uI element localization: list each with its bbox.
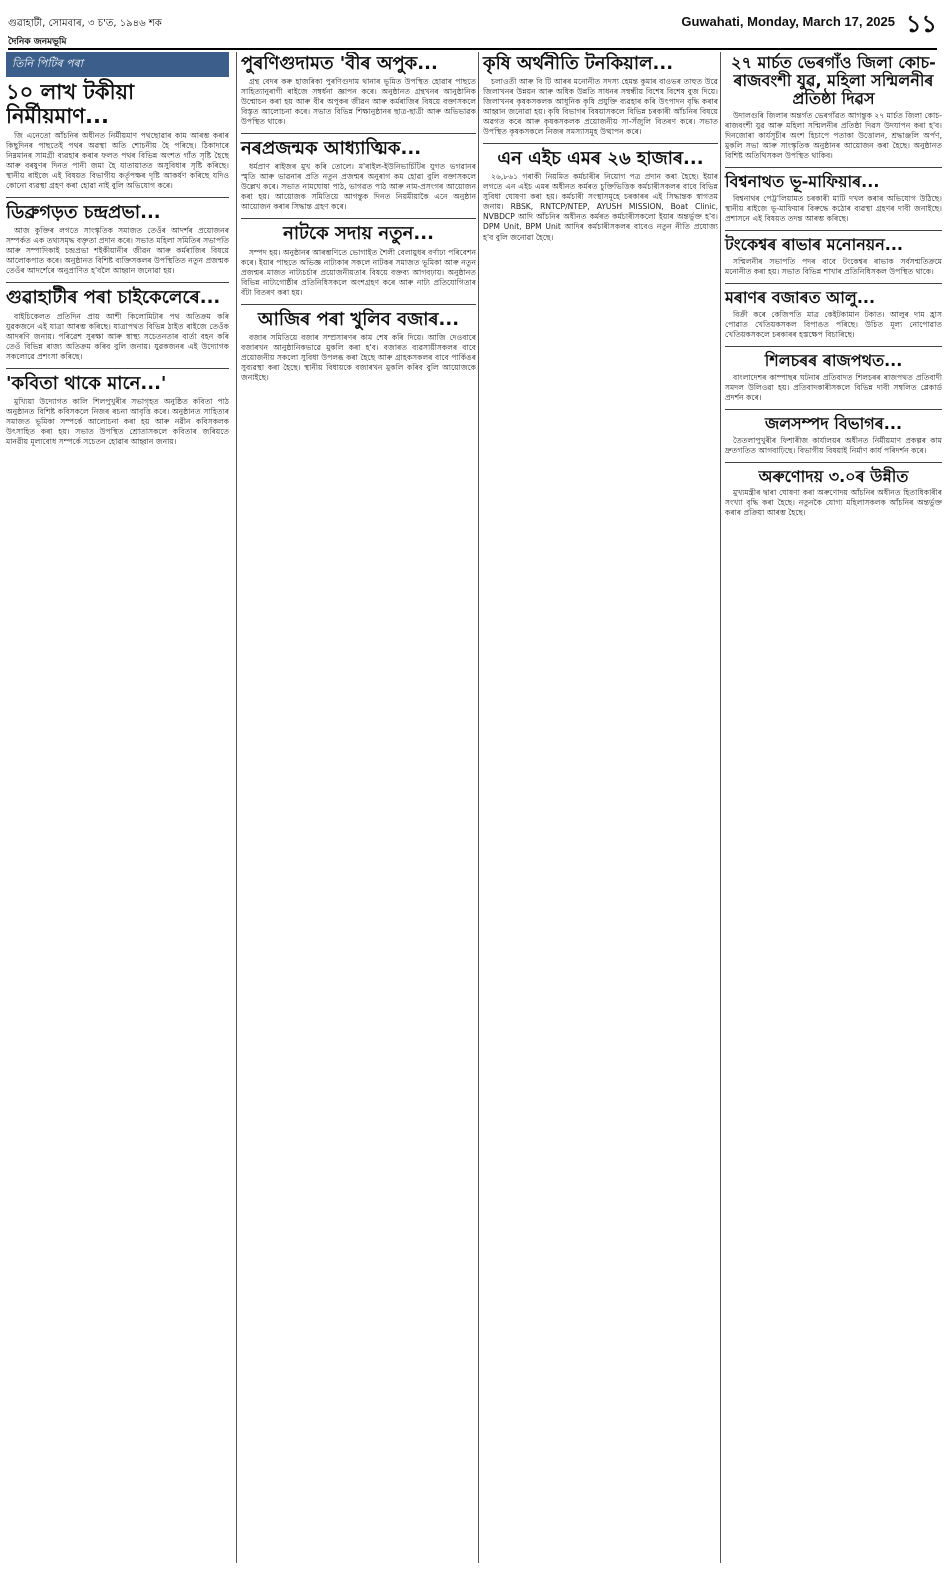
page-number: ১১: [905, 11, 937, 38]
article-body: চলাওতী আৰু বি টি আৰৰ মনোনীত সদস্য হেমন্ত কুমাৰ বাওভৰ তাহুত উৱে জিলাখনৰ উন্নয়ন আৰু অধিক উন্নতি সাধনৰ সম্বন্ধীয় বিশেষ বিশেষ বুজ দিয়ে। জিলাখনৰ কৃষকসকলক আধুনিক কৃষি প্ৰযুক্তি ব্যৱহাৰ কৰি উৎপাদন বৃদ্ধি কৰাৰ আহ্বান জনোৱা হয়। কৃষি বিভাগৰ বিষয়াসকলে বিভিন্ন চৰকাৰী আঁচনিৰ বিষয়ে অৱগত কৰে আৰু কৃষকসকলক প্ৰয়োজনীয় সা-সঁজুলি বিতৰণ কৰে। সভাত উপস্থিত কৃষকসকলে নিজৰ সমস্যাসমূহ উত্থাপন কৰে।: [483, 77, 718, 137]
article-2: [241, 139, 476, 219]
article-body: আজ কুক্তিৰ লগতে সাংস্কৃতিক সমাজত তেওঁৰ আদৰ্শৰ প্ৰয়োজনৰ সম্পৰ্কত এক তথ্যসমৃদ্ধ বক্তৃতা প্ৰদান কৰে। সভাত মহিলা সমিতিৰ সভাপতি আৰু সম্পাদিকাই চন্দ্ৰপ্ৰভা শইকীয়ানীৰ জীৱন আৰু কৰ্মৰাজিৰ বিষয়ে আলোকপাত কৰে। অনুষ্ঠানত বিশিষ্ট ব্যক্তিসকলৰ উপস্থিতিত নতুন প্ৰজন্মক তেওঁৰ আদৰ্শেৰে অনুপ্ৰাণিত হ'বলৈ আহ্বান জনোৱা হয়।: [6, 226, 229, 276]
article-headline: নাটকে সদায় নতুন...: [283, 223, 434, 245]
article-headline: বিশ্বনাথত ভূ-মাফিয়াৰ...: [725, 171, 880, 191]
article-2: [6, 203, 229, 283]
article-4: [6, 374, 229, 453]
article-body: বিশ্বনাথৰ পেট্ৰ'লিয়ামত চৰকাৰী মাটি দখল কৰাৰ অভিযোগ উঠিছে। স্থানীয় ৰাইজে ভূ-মাফিয়াৰ বিৰুদ্ধে কঠোৰ ব্যৱস্থা গ্ৰহণৰ দাবী জনাইছে। প্ৰশাসনে এই বিষয়ত তদন্ত আৰম্ভ কৰিছে।: [725, 193, 942, 223]
article-body: বজাৰ সমিতিয়ে বজাৰ সম্প্ৰসাৰণৰ কাম শেষ কৰি দিয়ে। আজি দেওবাৰে বজাৰখন আনুষ্ঠানিকভাৱে মুকলি কৰা হ'ব। বজাৰত ব্যৱসায়ীসকলৰ বাবে প্ৰয়োজনীয় সকলো সুবিধা উপলব্ধ কৰা হৈছে আৰু গ্ৰাহকসকলৰ বাবে পাৰ্কিঙৰ সুব্যৱস্থা কৰা হৈছে। স্থানীয় বিধায়কে বজাৰখন মুকলি কৰিব বুলি আয়োজকে জনাইছে।: [241, 332, 476, 382]
paper-name: দৈনিক জনমভূমি: [8, 37, 67, 47]
article-headline: টংকেশ্বৰ ৰাভাৰ মনোনয়ন...: [725, 234, 903, 254]
article-body: সন্মিলনীৰ সভাপতি পদৰ বাবে টংকেশ্বৰ ৰাভাক সৰ্বসন্মতিক্ৰমে মনোনীত কৰা হয়। সভাত বিভিন্ন শাখাৰ প্ৰতিনিধিসকল উপস্থিত থাকে।: [725, 256, 942, 276]
article-headline: জলসম্পদ বিভাগৰ...: [764, 413, 903, 433]
article-5: [725, 352, 942, 410]
article-headline: ডিব্ৰুগড়ত চন্দ্ৰপ্ৰভা...: [6, 202, 161, 224]
article-body: তৈতলাপুখুৰীৰ ফিশাৰীজ কাৰ্যালয়ৰ অধীনত নিৰ্মীয়মাণ প্ৰকল্পৰ কাম দ্ৰুতগতিত আগবাঢ়িছে। বিভাগীয় বিষয়াই নিৰ্মাণ কাৰ্য পৰিদৰ্শন কৰে।: [725, 435, 942, 455]
article-headline: ১০ লাখ টকীয়া নিৰ্মীয়মাণ...: [6, 80, 135, 128]
article-body: ধৰ্মপ্ৰাণ ৰাইজৰ মুখ কৰি তোলে। ম'ৰাইল-ইউনিভাৰ্চিটিৰ যুগত ভগৱানৰ স্মৃতি আৰু ভাৱনাৰ প্ৰতি নতুন প্ৰজন্মৰ অনুৰাগ কম হোৱা বুলি বক্তাসকলে উল্লেখ কৰে। সভাত নামঘোষা পাঠ, ভাগৱত পাঠ আৰু নাম-প্ৰসংগৰ আয়োজন কৰা হয়। আয়োজক সমিতিয়ে আগন্তুক দিনত নিয়মীয়াকৈ এনে অনুষ্ঠান আয়োজন কৰাৰ সিদ্ধান্ত গ্ৰহণ কৰে।: [241, 162, 476, 212]
article-1: [241, 54, 476, 134]
article-6: [725, 415, 942, 463]
article-4: [725, 289, 942, 347]
article-body: বাংলাদেশৰ কাম্পাছৰ ঘটনাৰ প্ৰতিবাদত শিলচৰৰ ৰাজপথত প্ৰতিবাদী সমদল উলিওৱা হয়। প্ৰতিবাদকাৰীসকলে বিভিন্ন দাবী সম্বলিত প্লেকাৰ্ড প্ৰদৰ্শন কৰে।: [725, 372, 942, 402]
article-headline: গুৱাহাটীৰ পৰা চাইকেলেৰে...: [6, 287, 221, 309]
article-headline: মৰাণৰ বজাৰত আলু...: [725, 287, 876, 307]
article-body: গ্ৰন্থ বেদৰ কৰু হাজৰিকা পুৰণিগুদাম থানাৰ ভূমিত উপস্থিত হোৱাৰ পাছতে সাহিত্যানুৰাগী ৰাইজে সম্বৰ্ধনা জ্ঞাপন কৰে। অনুষ্ঠানত গ্ৰন্থখনৰ আনুষ্ঠানিক উন্মোচন কৰা হয় আৰু বীৰ অপুকৰ জীৱন আৰু কৰ্মৰাজিৰ বিষয়ে বক্তাসকলে বিস্তৃত আলোচনা কৰে। সভাত বিভিন্ন শিক্ষানুষ্ঠানৰ ছাত্ৰ-ছাত্ৰী আৰু অভিভাৱক উপস্থিত থাকে।: [241, 77, 476, 127]
article-headline: পুৰণিগুদামত 'বীৰ অপুক...: [241, 53, 438, 74]
article-1: [483, 54, 718, 144]
article-3: [6, 288, 229, 368]
article-body: জি এনেতো আঁচনিৰ অধীনত নিৰ্মীয়মাণ পথছোৱাৰ কাম আৰম্ভ কৰাৰ কিছুদিনৰ পাছতেই পথৰ অৱস্থা অতি শোচনীয় হৈ পৰিছে। ঠিকাদাৰে নিম্নমানৰ সামগ্ৰী ব্যৱহাৰ কৰাৰ ফলত পথৰ বিভিন্ন অংশত গাঁত সৃষ্টি হৈছে আৰু বৰষুণৰ দিনত পানী জমা হৈ যাতায়াতত অসুবিধাৰ সৃষ্টি কৰিছে। স্থানীয় ৰাইজে এই বিষয়ত বিভাগীয় কৰ্তৃপক্ষৰ দৃষ্টি আকৰ্ষণ কৰিছে যদিও কোনো ব্যৱস্থা গ্ৰহণ কৰা হোৱা নাই বুলি অভিযোগ কৰে।: [6, 131, 229, 191]
article-1: [725, 54, 942, 168]
article-body: বাইচিকেলত প্ৰতিদিন প্ৰায় আশী কিলোমিটাৰ পথ অতিক্ৰম কৰি যুৱকজনে এই যাত্ৰা আৰম্ভ কৰিছে। যাত্ৰাপথত বিভিন্ন ঠাইত ৰাইজে তেওঁক আদৰণি জনায়। পৰিৱেশ সুৰক্ষা আৰু স্বাস্থ্য সচেতনতাৰ বাৰ্তা বহন কৰি তেওঁ বিভিন্ন ৰাজ্য অতিক্ৰম কৰিব বুলি জনায়। যুৱকজনৰ এই উদ্যোগক সকলোৱে প্ৰশংসা কৰিছে।: [6, 311, 229, 361]
article-headline: শিলচৰৰ ৰাজপথত...: [764, 350, 903, 370]
column-3: [478, 52, 718, 1563]
article-body: ২৬,৮৬১ গৰাকী নিয়মিত কৰ্মচাৰীৰ নিয়োগ পত্ৰ প্ৰদান কৰা হৈছে। ইয়াৰ লগতে এন এইচ এমৰ অধীনত কৰ্মৰত চুক্তিভিত্তিক কৰ্মচাৰীসকলৰ বাবে বিভিন্ন সুবিধা ঘোষণা কৰা হয়। কৰ্মচাৰী সংস্থাসমূহে চৰকাৰৰ এই সিদ্ধান্তক স্বাগতম জনায়। RBSK, RNTCP/NTEP, AYUSH MISSION, Boat Clinic, NVBDCP আদি আঁচনিৰ অধীনত কৰ্মৰত কৰ্মচাৰীসকলো ইয়াৰ অন্তৰ্ভুক্ত হ'ব। DPM Unit, BPM Unit আদিৰ কৰ্মচাৰীসকলৰ বাবেও নতুন নীতি প্ৰযোজ্য হ'ব বুলি জনোৱা হৈছে।: [483, 172, 718, 242]
article-body: বিক্ৰী কৰে কেজিপতি মাত্ৰ কেইটকামান টকাত। আলুৰ দাম হ্ৰাস পোৱাত খেতিয়কসকল বিপাঙত পৰিছে। উচিত মূল্য নোপোৱাত খেতিয়কসকলে চৰকাৰৰ হস্তক্ষেপ বিচাৰিছে।: [725, 309, 942, 339]
article-body: মুখ্যিয়া উদ্যোগত কালি শিলপুখুৰীৰ সভাগৃহত অনুষ্ঠিত কবিতা পাঠ অনুষ্ঠানত বিশিষ্ট কবিসকলে নিজৰ ৰচনা আবৃত্তি কৰে। অনুষ্ঠানত সাহিত্যৰ সমাজত ভূমিকা সম্পৰ্কে আলোচনা কৰা হয় আৰু নৱীন কবিসকলক উৎসাহিত কৰা হয়। সভাত উপস্থিত শ্ৰোতাসকলে কবিতাৰ জৰিয়তে মানৱীয় মূল্যবোধ সম্পৰ্কে সচেতন হোৱাৰ আহ্বান জনায়।: [6, 396, 229, 446]
article-2: [483, 149, 718, 248]
page-header: [8, 4, 937, 47]
article-headline: নৰপ্ৰজন্মক আধ্যাত্মিক...: [241, 138, 422, 160]
article-headline: অৰুণোদয় ৩.০ৰ উন্নীত: [758, 466, 909, 486]
article-7: [725, 468, 942, 525]
article-headline: 'কবিতা থাকে মানে...': [6, 372, 167, 394]
header-date-assamese: গুৱাহাটী, সোমবাৰ, ৩ চ'ত, ১৯৪৬ শক: [8, 18, 162, 29]
article-headline: ২৭ মাৰ্চত ভেৰগাঁও জিলা কোচ-ৰাজবংশী যুৱ, মহিলা সন্মিলনীৰ প্ৰতিষ্ঠা দিৱস: [731, 53, 936, 108]
column-1: [6, 52, 229, 1563]
article-body: উদালগুৰি জিলাৰ অন্তৰ্গত ভেৰগাঁৱত আগন্তুক ২৭ মাৰ্চত জিলা কোচ-ৰাজবংশী যুৱ আৰু মহিলা সন্মিলনীৰ প্ৰতিষ্ঠা দিৱস উদযাপন কৰা হ'ব। দিনজোৰা কাৰ্যসূচীৰ অংশ হিচাপে পতাকা উত্তোলন, শ্ৰদ্ধাঞ্জলি অৰ্পণ, মুকলি সভা আৰু সাংস্কৃতিক অনুষ্ঠানৰ আয়োজন কৰা হৈছে। অনুষ্ঠানত বিশিষ্ট অতিথিসকল উপস্থিত থাকিব।: [725, 110, 942, 160]
article-headline: এন এইচ এমৰ ২৬ হাজাৰ...: [497, 148, 704, 170]
article-1: [6, 81, 229, 198]
column-2: [236, 52, 476, 1563]
header-rule: [8, 48, 937, 50]
article-headline: কৃষি অৰ্থনীতি টনকিয়াল...: [483, 53, 674, 74]
article-3: [241, 224, 476, 304]
section-kicker: তিনি পিটিৰ পৰা: [6, 52, 229, 77]
article-3: [725, 236, 942, 284]
header-date-english: Guwahati, Monday, March 17, 2025: [681, 14, 895, 29]
article-body: সম্পদ হয়। অনুষ্ঠানৰ আৰম্ভণিতে ভোগাইত শৈলী বেলায়ুধৰ বৰ্ণাঢ্য পৰিবেশন কৰে। ইয়াৰ পাছতে অভিজ্ঞ নাট্যকাৰ সকলে নাটকৰ সমাজত ভূমিকা আৰু নতুন প্ৰজন্মৰ মাজত নাট্যচৰ্চাৰ প্ৰয়োজনীয়তাৰ বিষয়ে বক্তব্য আগবঢ়ায়। অনুষ্ঠানত বিভিন্ন নাট্যগোষ্ঠীৰ প্ৰতিনিধিসকলে অংশগ্ৰহণ কৰে আৰু নাট্য প্ৰতিযোগিতাৰ বঁটা বিতৰণ কৰা হয়।: [241, 247, 476, 297]
article-2: [725, 173, 942, 231]
article-body: মুখ্যমন্ত্ৰীৰ দ্বাৰা ঘোষণা কৰা অৰুণোদয় আঁচনিৰ অধীনত হিতাধিকাৰীৰ সংখ্যা বৃদ্ধি কৰা হৈছে। নতুনকৈ যোগ্য মহিলাসকলক আঁচনিৰ অন্তৰ্ভুক্ত কৰাৰ প্ৰক্ৰিয়া আৰম্ভ হৈছে।: [725, 488, 942, 518]
article-headline: আজিৰ পৰা খুলিব বজাৰ...: [257, 308, 460, 330]
column-4: [720, 52, 942, 1563]
article-4: [241, 310, 476, 389]
